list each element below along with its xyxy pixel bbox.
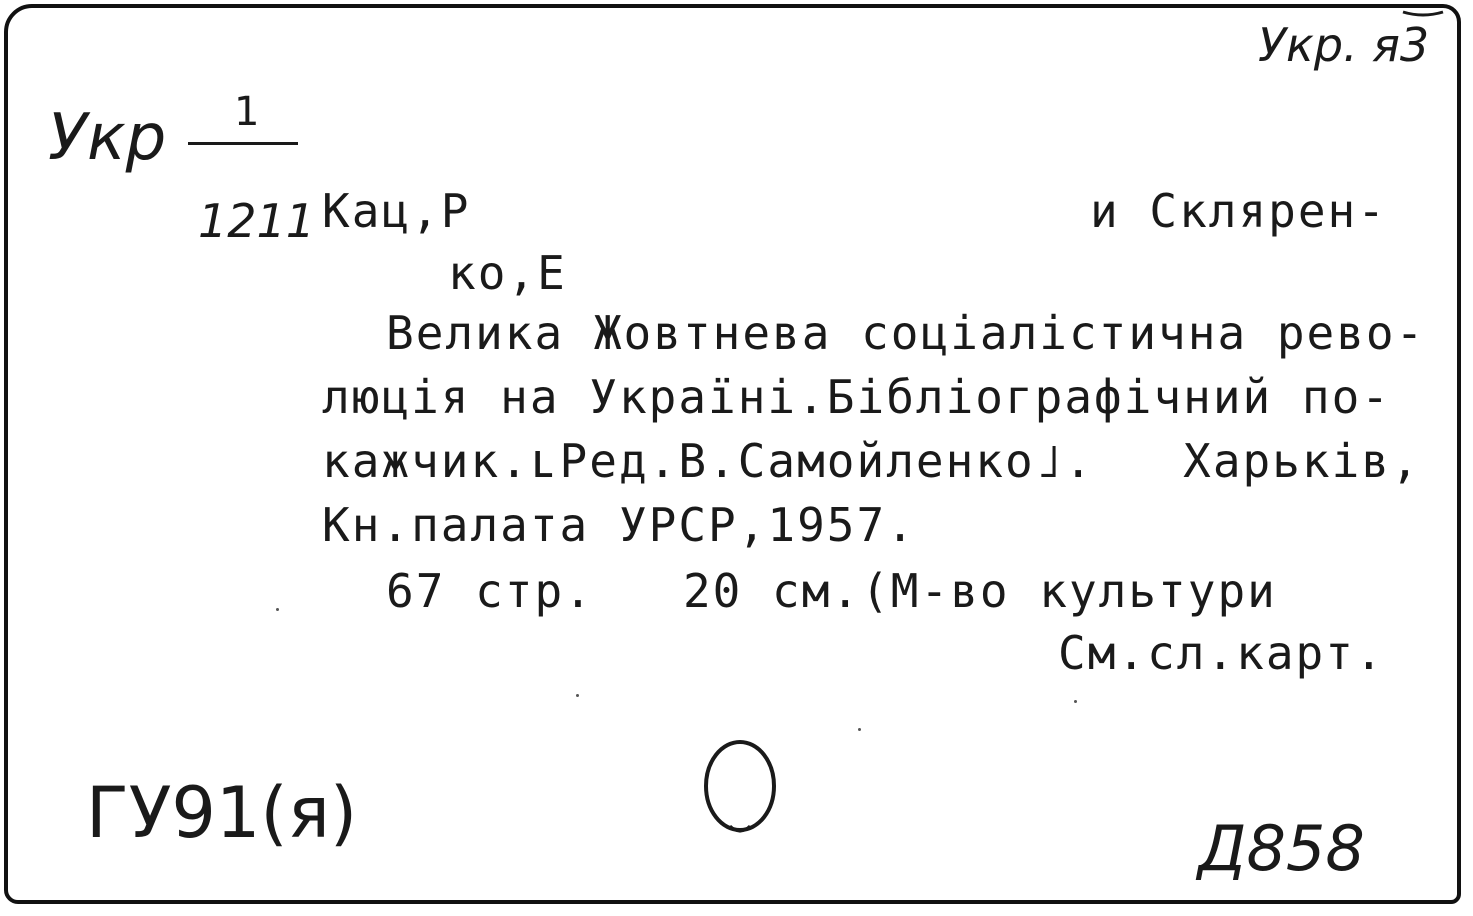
shelf-code-handwritten: ГУ91(я) [86, 772, 358, 854]
title-line-4: Кн.палата УРСР,1957. [322, 498, 916, 552]
scan-speck [858, 728, 861, 731]
card-hole-outline [8, 8, 1461, 904]
title-line-2: люція на Україні.Бібліографічний по- [322, 370, 1391, 424]
inventory-number-handwritten: Д858 [1198, 812, 1365, 885]
call-number-denominator: 1211 [198, 194, 316, 248]
see-next-card: См.сл.карт. [1058, 626, 1385, 680]
catalog-card [4, 4, 1461, 904]
author-line-left: Кац,Р [322, 184, 471, 238]
shelfmark-handwritten: Укр. я3 [1258, 18, 1430, 72]
scan-speck [1074, 700, 1077, 703]
physical-description: 67 стр. 20 см.(М-во культури [386, 564, 1277, 618]
call-number-prefix: Укр [48, 101, 167, 175]
call-number-numerator: 1 [234, 89, 260, 135]
scan-speck [276, 608, 279, 611]
scan-speck [576, 694, 579, 697]
title-line-3: кажчик.ʟРед.В.Самойленко˩. Харьків, [322, 434, 1421, 488]
author-line-right: и Склярен- [1090, 184, 1387, 238]
author-line-continuation: ко,Е [448, 246, 567, 300]
title-line-1: Велика Жовтнева соціалістична рево- [386, 306, 1426, 360]
